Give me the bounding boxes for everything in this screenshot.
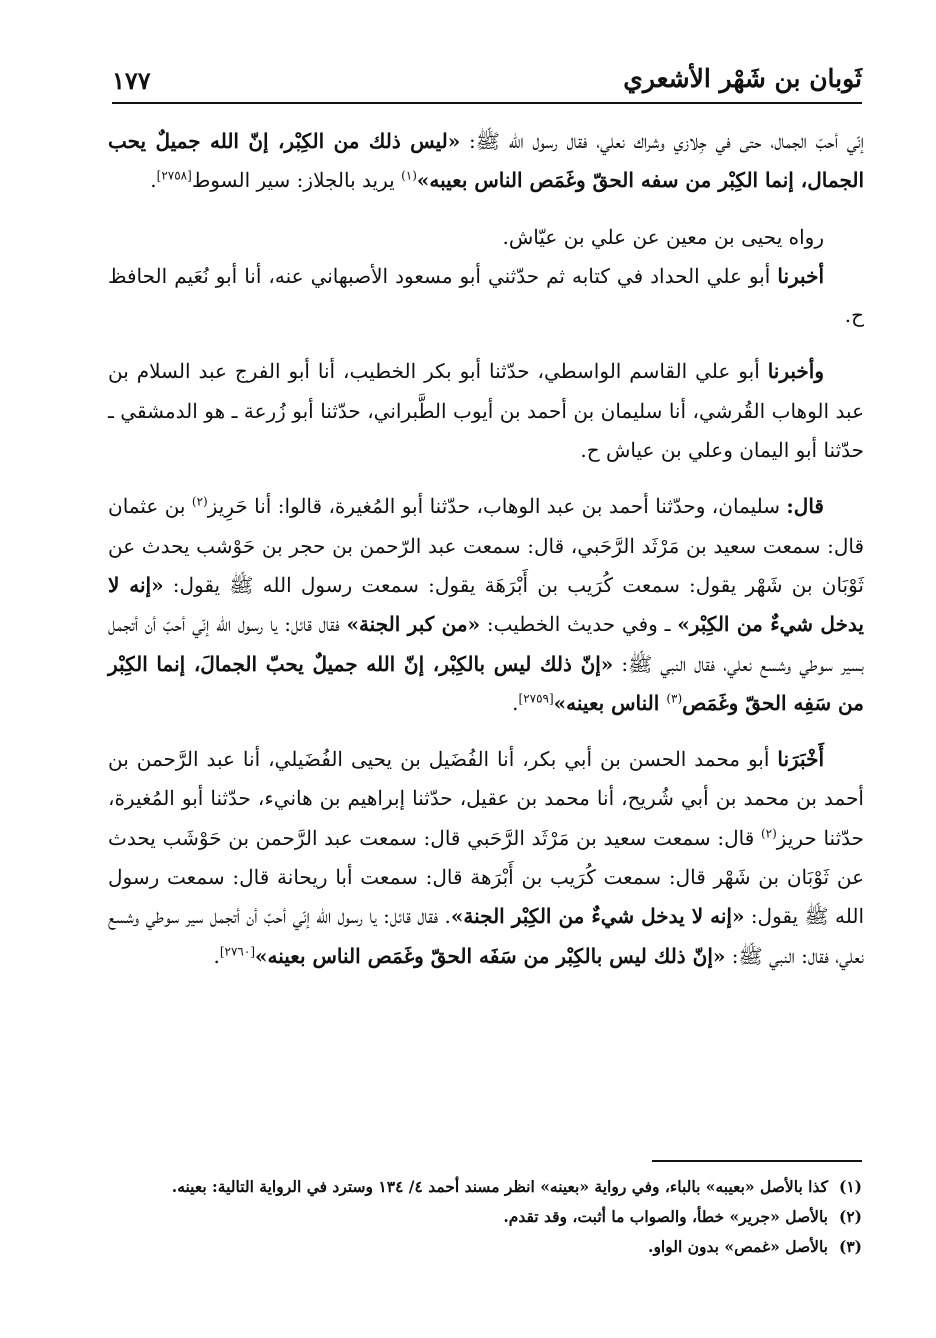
text-run: بن عثمان قال: سمعت سعيد بن مَرْثَد الرَّحَبي، قال: سمعت عبد الرّحمن بن حجر بن حَوْشب يحدث عن ثَوْبَان بن شَهْر يقول: سمعت كُرَيب بن أَبْرَهَة يقول: سمعت رسول الله ﷺ يقول: [108, 494, 865, 597]
paragraph-lead: أخبرنا [777, 263, 824, 288]
footnote-text: بالأصل «غمص» بدون الواو. [648, 1237, 828, 1256]
text-run: أبو محمد الحسن بن أبي بكر، أنا الفُضَيل بن يحيى الفُضَيلي، أنا عبد الرَّحمن بن أحمد بن محمد بن أبي شُريح، أنا محمد بن عقيل، حدّثنا إبراهيم بن هانيء، حدّثنا أبو المُغيرة، حدّثنا حريز [108, 747, 864, 850]
footnote-ref: (٢) [760, 826, 777, 841]
text-run: . [150, 168, 157, 193]
text-run: إنّي أحبّ الجمال، حتى في جِلازي وشراك نعلي، فقال رسول الله ﷺ: [460, 129, 865, 153]
paragraph-6 [108, 740, 864, 976]
footnote-ref: (٣) [666, 691, 683, 706]
hadith-number: [٢٧٦٠] [219, 943, 255, 958]
text-run: سليمان، وحدّثنا أحمد بن عبد الوهاب، حدّثنا أبو المُغيرة، قالوا: أنا حَرِيز [207, 494, 787, 519]
text-run: أبو علي القاسم الواسطي، حدّثنا أبو بكر الخطيب، أنا أبو الفرج عبد السلام بن عبد الوهاب القُرشي، أنا سليمان بن أحمد بن أيوب الطَّبراني، حدّثنا أبو زُرعة ـ هو الدمشقي ـ حدّثنا أبو اليمان وعلي بن عياش ح. [108, 359, 864, 463]
paragraph-3 [108, 257, 864, 336]
footnote-number: (١) [838, 1177, 862, 1196]
paragraph-5 [108, 487, 864, 723]
hadith-quote: «إنه لا يدخل شيءٌ من الكِبْر» [108, 572, 864, 637]
footnote-3 [112, 1232, 862, 1262]
page-number: ١٧٧ [112, 66, 151, 95]
hadith-quote: «إنّ ذلك ليس بالكِبْر، إنّ الله جميلٌ يحبّ الجمالَ، إنما الكِبْر من سَفِه الحقّ وغَمَص [108, 651, 864, 715]
text-run: قال: سمعت سعيد بن مَرْثَد الرَّحَبي قال: سمعت عبد الرَّحمن بن حَوْشَب يحدث عن ثَوْبَان بن شَهْر قال: سمعت كُرَيب بن أَبْرَهة قال: سمعت أبا ريحانة قال: سمعت رسول الله ﷺ يقول: [108, 825, 865, 929]
footnote-text: كذا بالأصل «بعيبه» بالباء، وفي رواية «بعينه» انظر مسند أحمد ٤/ ١٣٤ وسترد في الرواية التالية: بعينه. [171, 1177, 828, 1196]
footnote-1 [112, 1172, 862, 1202]
footnotes [112, 1160, 862, 1262]
page-header [112, 58, 862, 104]
main-text [108, 122, 864, 976]
hadith-quote: «من كبر الجنة» [346, 612, 481, 637]
running-title: ثَوبان بن شَهْر الأشعري [623, 64, 862, 93]
paragraph-lead: وأخبرنا [767, 359, 824, 384]
text-run: . [213, 943, 220, 968]
footnote-ref: (٢) [191, 494, 208, 509]
hadith-quote: «إنّ ذلك ليس بالكِبْر من سَفَه الحقّ وغَمَص الناس بعينه» [255, 943, 726, 968]
footnote-number: (٣) [838, 1237, 862, 1256]
hadith-quote: «إنه لا يدخل شيءٌ من الكِبْر الجنة» [450, 904, 745, 929]
text-run: رواه يحيى بن معين عن علي بن عيّاش. [502, 224, 824, 249]
footnote-divider [652, 1160, 862, 1162]
text-run: فقال قائل: يا رسول الله إنّي أحبّ أن أتجمل بسير سوطي وشسع نعلي، فقال النبي ﷺ: [108, 612, 864, 676]
text-run: أبو علي الحداد في كتابه ثم حدّثني أبو مسعود الأصبهاني عنه، أنا أبو نُعَيم الحافظ ح. [108, 263, 864, 328]
hadith-quote: «ليس ذلك من الكِبْر، إنّ الله جميلٌ يحب الجمال، إنما الكِبْر من سفه الحقّ وغَمَص الناس بعيبه» [108, 129, 864, 193]
footnote-ref: (١) [401, 168, 417, 183]
text-run: . [512, 690, 519, 715]
hadith-quote: الناس بعينه» [553, 690, 667, 715]
text-run: . فقال قائل: يا رسول الله إنّي أحبّ أن أتجمل سير سوطي وشسع نعلي، فقال: النبي ﷺ: [108, 904, 864, 968]
hadith-number: [٢٧٥٨] [156, 168, 192, 183]
hadith-number: [٢٧٥٩] [518, 691, 554, 706]
paragraph-lead: أَخْبَرَنا [777, 747, 824, 772]
paragraph-4 [108, 352, 864, 470]
paragraph-1 [108, 122, 864, 201]
footnote-text: بالأصل «جرير» خطأ، والصواب ما أثبت، وقد تقدم. [503, 1207, 828, 1226]
paragraph-2 [108, 218, 864, 257]
paragraph-lead: قال: [786, 494, 824, 519]
footnote-2 [112, 1202, 862, 1232]
text-run: يريد بالجلاز: سير السوط [191, 168, 402, 193]
text-run: ـ وفي حديث الخطيب: [480, 612, 678, 637]
footnote-number: (٢) [838, 1207, 862, 1226]
